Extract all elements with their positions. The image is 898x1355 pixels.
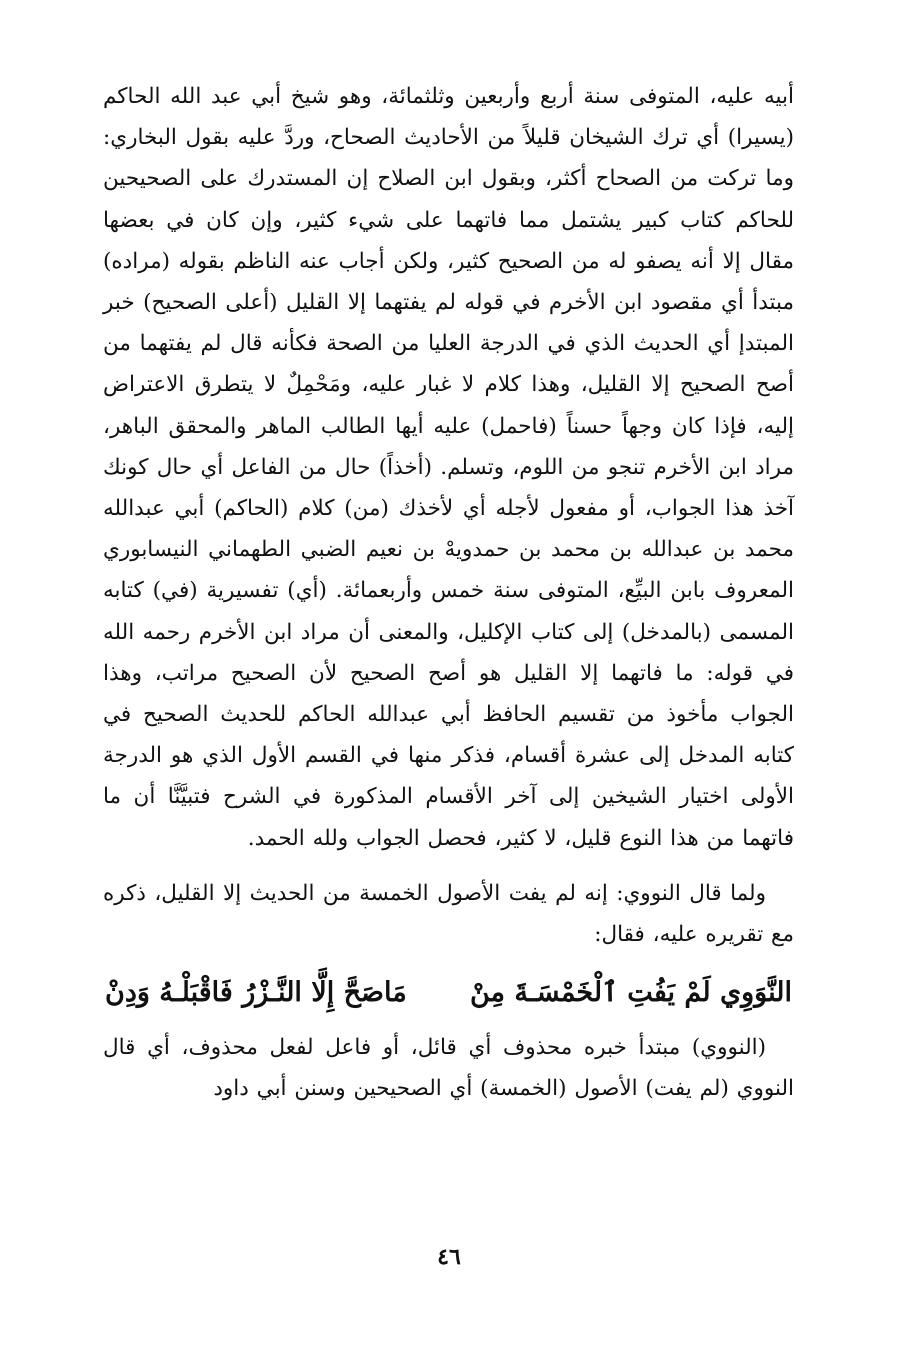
paragraph-nawawi-intro: ولما قال النووي: إنه لم يفت الأصول الخمسة من الحديث إلا القليل، ذكره مع تقريره عليه، فقال: — [103, 880, 794, 948]
poem-verse — [103, 969, 794, 1017]
page-number: ٤٦ — [437, 1244, 461, 1270]
verse-second-hemistich: مَاصَحَّ إِلَّا النَّـزْرُ فَاقْبَلْـهُ وَدِنْ — [105, 977, 407, 1009]
paragraph-verse-explanation: (النووي) مبتدأ خبره محذوف أي قائل، أو فاعل لفعل محذوف، أي قال النووي (لم يفت) الأصول (الخمسة) أي الصحيحين وسنن أبي داود — [103, 1035, 794, 1102]
paragraph-commentary: أبيه عليه، المتوفى سنة أربع وأربعين وثلثمائة، وهو شيخ أبي عبد الله الحاكم (يسيرا) أي ترك الشيخان قليلاً من الأحاديث الصحاح، وردَّ عليه بقول البخاري: وما تركت من الصحاح أكثر، وبقول ابن الصلاح إن المستدرك على الصحيحين للحاكم كتاب كبير يشتمل مما فاتهما على شيء كثير، وإن كان في بعضها مقال إلا أنه يصفو له من الصحيح كثير، ولكن أجاب عنه الناظم بقوله (مراده) مبتدأ أي مقصود ابن الأخرم في قوله لم يفتهما إلا القليل (أعلى الصحيح) خبر المبتدإ أي الحديث الذي في الدرجة العليا من الصحة فكأنه قال لم يفتهما من أصح الصحيح إلا القليل، وهذا كلام لا غبار عليه، ومَحْمِلٌ لا يتطرق الاعتراض إليه، فإذا كان وجهاً حسناً (فاحمل) عليه أيها الطالب الماهر والمحقق الباهر، مراد ابن الأخرم تنجو من اللوم، وتسلم. (أخذاً) حال من الفاعل أي حال كونك آخذ هذا الجواب، أو مفعول لأجله أي لأخذك (من) كلام (الحاكم) أبي عبدالله محمد بن عبدالله بن محمد بن حمدويهْ بن نعيم الضبي الطهماني النيسابوري المعروف بابن البيِّع، المتوفى سنة خمس وأربعمائة. (أي) تفسيرية (في) كتابه المسمى (بالمدخل) إلى كتاب الإكليل، والمعنى أن مراد ابن الأخرم رحمه الله في قوله: ما فاتهما إلا القليل هو أصح الصحيح لأن الصحيح مراتب، وهذا الجواب مأخوذ من تقسيم الحافظ أبي عبدالله الحاكم للحديث الصحيح في كتابه المدخل إلى عشرة أقسام، فذكر منها في القسم الأول الذي هو الدرجة الأولى اختيار الشيخين إلى آخر الأقسام المذكورة في الشرح فتبيَّنَّا أن ما فاتهما من هذا النوع قليل، لا كثير، فحصل الجواب ولله الحمد. — [103, 84, 794, 851]
verse-first-hemistich: النَّوَوِي لَمْ يَفُتِ ٱلْخَمْسَـةَ مِنْ — [469, 977, 792, 1009]
